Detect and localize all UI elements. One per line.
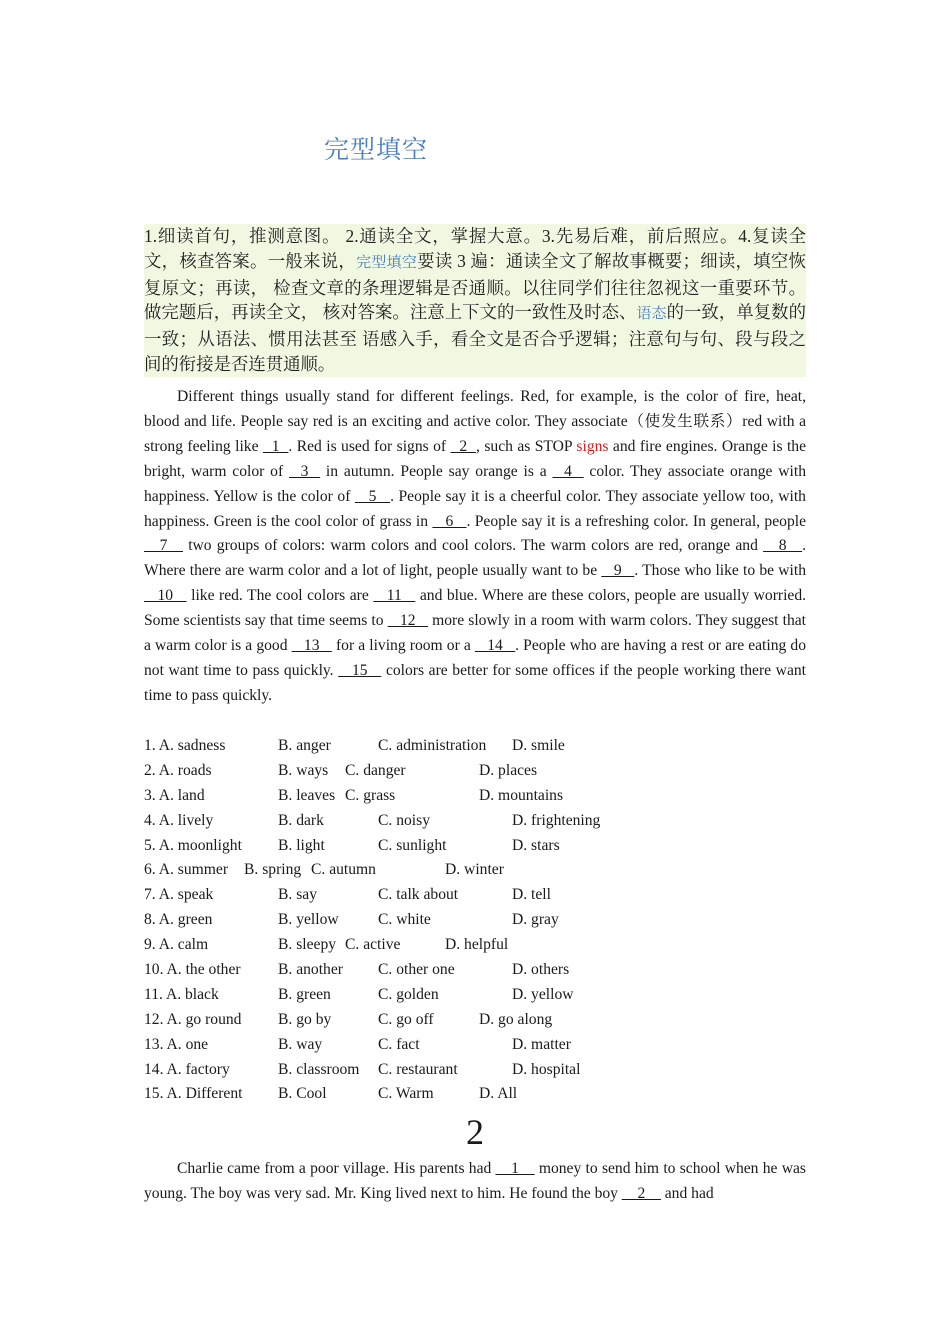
option-row xyxy=(144,858,806,883)
blank-1: __1__ xyxy=(495,1160,535,1177)
page-title: 完型填空 xyxy=(324,137,429,164)
option-choice: 11. A. black xyxy=(144,985,219,1003)
passage-text: in autumn. People say orange is a xyxy=(320,462,553,480)
option-choice: D. gray xyxy=(512,911,559,929)
option-choice: 12. A. go round xyxy=(144,1010,242,1028)
tips-box xyxy=(144,224,806,377)
option-choice: B. light xyxy=(278,836,325,854)
passage-text: . Those who like to be with xyxy=(634,562,807,580)
passage-text: colors are better for some offices if the people working there want time to pass quickly. xyxy=(144,661,806,704)
option-choice: C. active xyxy=(345,936,401,954)
option-choice: 15. A. Different xyxy=(144,1085,243,1103)
option-row xyxy=(144,1008,806,1033)
blank-5: 5 xyxy=(354,487,391,505)
option-choice: B. sleepy xyxy=(278,936,337,954)
option-row xyxy=(144,1058,806,1083)
option-choice: D. smile xyxy=(512,737,565,754)
option-row xyxy=(144,1082,806,1107)
option-row xyxy=(144,983,806,1008)
passage-text: more slowly in a room with warm colors. They suggest that a warm color is a good xyxy=(144,612,807,655)
option-row xyxy=(144,784,806,809)
passage-text: and had xyxy=(660,1184,714,1202)
option-choice: B. classroom xyxy=(278,1060,360,1078)
option-choice: C. talk about xyxy=(378,886,459,904)
passage-text: two groups of colors: warm colors and cool colors. The warm colors are red, orange and xyxy=(183,537,764,555)
option-choice: D. places xyxy=(479,761,538,779)
option-choice: B. say xyxy=(278,886,317,904)
blank-2: __2__ xyxy=(621,1184,661,1202)
option-row xyxy=(144,1033,806,1058)
option-choice: 2. A. roads xyxy=(144,761,212,779)
passage-text: . Red is used for signs of xyxy=(288,437,451,455)
option-choice: B. way xyxy=(278,1035,323,1053)
tips-text: 要读 3 遍：通读全文了解故事概要；细读，填空恢复原文；再读， 检查文章的条理逻辑是否通顺。以往同学们往往忽视这一重要环节。做完题后，再读全文， 核对答案。注意上下文的一致性及时态、 xyxy=(144,250,806,323)
highlight-word-signs: signs xyxy=(576,437,609,455)
option-choice: D. winter xyxy=(445,861,504,879)
option-choice: D. hospital xyxy=(512,1060,581,1078)
option-row xyxy=(144,933,806,958)
blank-15: 15 xyxy=(338,661,382,679)
blank-6: 6 xyxy=(432,512,467,530)
option-row xyxy=(144,834,806,859)
option-choice: C. noisy xyxy=(378,811,430,829)
passage-text: color. They associate orange with happiness. Yellow is the color of xyxy=(144,462,807,505)
blank-12: 12 xyxy=(387,612,428,630)
tips-highlight-term: 完型填空 xyxy=(356,254,418,271)
option-row xyxy=(144,759,806,784)
passage-text: like red. The cool colors are xyxy=(186,587,374,605)
option-choice: D. All xyxy=(479,1085,518,1103)
option-choice: C. sunlight xyxy=(378,836,447,854)
passage-paragraph xyxy=(144,385,806,709)
passage-text: Different things usually stand for different feelings. Red, for example, is the color of fire, heat, blood and life. People say red is an exciting and active color. They associate（使发生联系）red with a strong feeling like xyxy=(144,388,806,455)
option-choice: D. tell xyxy=(512,886,551,904)
option-choice: 5. A. moonlight xyxy=(144,836,242,854)
option-choice: D. yellow xyxy=(512,985,574,1003)
passage-2 xyxy=(144,1157,806,1207)
blank-13: 13 xyxy=(291,637,332,655)
option-choice: 9. A. calm xyxy=(144,936,209,954)
tips-highlight-term: 语态 xyxy=(636,306,667,323)
option-row xyxy=(144,809,806,834)
option-choice: C. other one xyxy=(378,961,455,979)
passage-text: and blue. Where are these colors, people are usually worried. Some scientists say that time seems to xyxy=(144,587,807,630)
options-list xyxy=(144,734,806,1107)
blank-8: 8 xyxy=(763,537,803,555)
option-choice: B. spring xyxy=(244,861,302,879)
option-choice: 10. A. the other xyxy=(144,961,241,979)
blank-4: 4 xyxy=(552,462,584,480)
blank-3: 3 xyxy=(289,462,321,480)
option-choice: 7. A. speak xyxy=(144,886,214,904)
option-row xyxy=(144,958,806,983)
option-choice: C. golden xyxy=(378,985,439,1003)
passage-text: . People say it is a refreshing color. In general, people xyxy=(466,512,807,530)
option-choice: D. helpful xyxy=(445,936,509,954)
option-choice: B. go by xyxy=(278,1010,332,1028)
blank-10: 10 xyxy=(144,587,187,605)
option-choice: B. another xyxy=(278,961,343,979)
option-choice: C. Warm xyxy=(378,1085,434,1103)
option-choice: C. autumn xyxy=(311,861,376,879)
blank-14: 14 xyxy=(474,637,516,655)
option-choice: C. grass xyxy=(345,786,396,804)
passage-text: for a living room or a xyxy=(331,637,475,655)
option-choice: C. white xyxy=(378,911,431,929)
option-choice: D. stars xyxy=(512,836,560,854)
option-choice: 13. A. one xyxy=(144,1035,209,1053)
blank-9: 9 xyxy=(601,562,635,580)
option-choice: D. frightening xyxy=(512,811,601,829)
option-choice: B. anger xyxy=(278,737,331,754)
passage-text: . People who are having a rest or are eating do not want time to pass quickly. xyxy=(144,637,807,679)
passage-text: . People say it is a cheerful color. They associate yellow too, with happiness. Green is the cool color of grass in xyxy=(144,487,806,530)
tips-text: 的一致，单复数的一致；从语法、惯用法甚至 语感入手，看全文是否合乎逻辑；注意句与句、段与段之间的衔接是否连贯通顺。 xyxy=(144,302,806,374)
option-choice: D. go along xyxy=(479,1010,553,1028)
option-choice: 8. A. green xyxy=(144,911,213,929)
option-choice: C. administration xyxy=(378,737,487,754)
option-choice: B. ways xyxy=(278,761,329,779)
option-row xyxy=(144,908,806,933)
option-choice: D. others xyxy=(512,961,570,979)
option-row xyxy=(144,883,806,908)
blank-1: 1 xyxy=(262,437,289,455)
option-choice: C. danger xyxy=(345,761,406,779)
option-choice: B. Cool xyxy=(278,1085,327,1103)
option-choice: 6. A. summer xyxy=(144,861,229,879)
blank-11: 11 xyxy=(373,587,416,605)
option-choice: B. leaves xyxy=(278,786,336,804)
option-choice: 1. A. sadness xyxy=(144,737,226,754)
passage-paragraph xyxy=(144,1157,806,1207)
option-choice: C. fact xyxy=(378,1035,420,1053)
option-choice: C. restaurant xyxy=(378,1060,458,1078)
option-row xyxy=(144,734,806,759)
option-choice: 4. A. lively xyxy=(144,811,214,829)
passage-text: . Where there are warm color and a lot of light, people usually want to be xyxy=(144,537,807,580)
option-choice: 14. A. factory xyxy=(144,1060,230,1078)
tips-text: 1.细读首句，推测意图。 2.通读全文，掌握大意。3.先易后难，前后照应。4.复读全文，核查答案。一般来说， xyxy=(144,226,806,271)
passage-text: money to send him to school when he was young. The boy was very sad. Mr. King lived next to him. He found the boy xyxy=(144,1160,806,1202)
passage-1 xyxy=(144,385,806,709)
option-choice: 3. A. land xyxy=(144,786,205,804)
passage-text: and fire engines. Orange is the bright, warm color of xyxy=(144,437,807,480)
blank-2: 2 xyxy=(450,437,477,455)
option-choice: D. matter xyxy=(512,1035,571,1053)
option-choice: B. green xyxy=(278,985,331,1003)
passage-text: , such as STOP xyxy=(476,437,577,455)
option-choice: D. mountains xyxy=(479,786,564,804)
option-choice: C. go off xyxy=(378,1010,434,1028)
passage-text: Charlie came from a poor village. His parents had xyxy=(177,1160,496,1177)
blank-7: 7 xyxy=(144,537,184,555)
option-choice: B. dark xyxy=(278,811,324,829)
option-choice: B. yellow xyxy=(278,911,339,929)
section-number: 2 xyxy=(466,1112,484,1152)
